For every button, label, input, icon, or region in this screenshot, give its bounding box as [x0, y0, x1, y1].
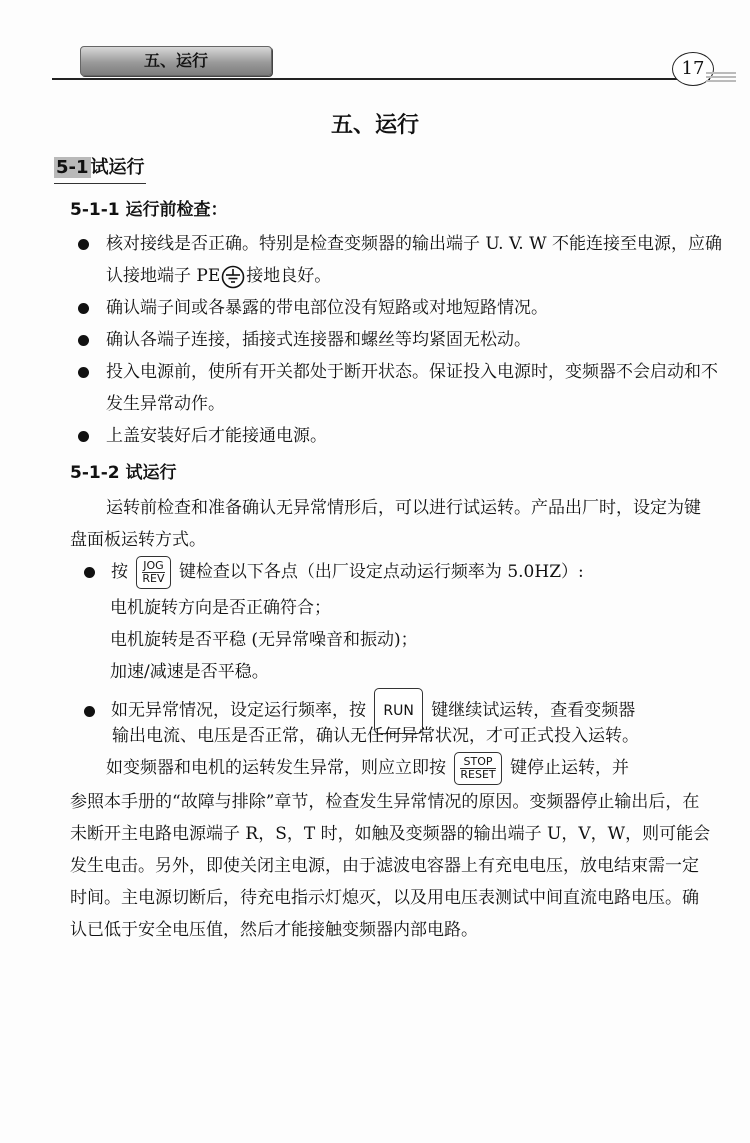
ground-icon — [221, 265, 245, 289]
header-tab: 五、运行 — [80, 46, 272, 76]
stop-reset-key-icon — [454, 752, 501, 785]
list-item-text: 接地良好。 — [246, 266, 332, 286]
run-line-2: 输出电流、电压是否正常，确认无任何异常状况，才可正式投入运转。 — [112, 726, 639, 746]
jog-before-text: 按 — [111, 562, 128, 582]
bullet-dot — [84, 567, 95, 578]
run-before-text: 如无异常情况，设定运行频率，按 — [111, 700, 366, 721]
list-item: 确认各端子连接，插接式连接器和螺丝等均紧固无松动。 — [74, 324, 724, 356]
stop-before-text: 如变频器和电机的运转发生异常，则应立即按 — [106, 758, 446, 778]
list-item: 上盖安装好后才能接通电源。 — [74, 420, 724, 452]
bullet-dot — [84, 706, 95, 717]
check-line: 电机旋转方向是否正确符合； — [110, 598, 331, 618]
list-item-text: 核对接线是否正确。特别是检查变频器的输出端子 U. V. W 不能连接至电源，应确认接地端子 PE — [106, 234, 722, 286]
section-title — [54, 153, 146, 184]
intro-paragraph: 运转前检查和准备确认无异常情形后，可以进行试运转。产品出厂时，设定为键盘面板运转方式。 — [70, 498, 701, 550]
stop-after-text: 键停止运转，并 — [510, 758, 630, 778]
section-number: 5-1 — [56, 157, 89, 178]
check-line: 加速/减速是否平稳。 — [110, 662, 269, 682]
final-paragraph: 参照本手册的“故障与排除”章节，检查发生异常情况的原因。变频器停止输出后，在未断开主电路电源端子 R，S，T 时，如触及变频器的输出端子 U，V，W，则可能会发生电击。另外，即使关闭主电源，由于滤波电容器上有充电电压，放电结束需一定时间。主电源切断后，待充电指示灯熄灭，以及用电压表测试中间直流电路电压。确认已低于安全电压值，然后才能接触变频器内部电路。 — [70, 792, 711, 940]
jog-key-top: JOG — [143, 559, 164, 572]
subsection-title-1: 5-1-1 运行前检查： — [70, 200, 228, 220]
subsection-title-2: 5-1-2 试运行 — [70, 463, 177, 483]
precheck-list — [74, 228, 724, 452]
stop-line — [106, 752, 629, 785]
page-number-decoration — [706, 72, 736, 84]
list-item — [74, 228, 724, 292]
run-key-icon: RUN — [374, 688, 422, 734]
run-after-text: 键继续试运转，查看变频器 — [431, 700, 636, 721]
stop-key-top: STOP — [460, 756, 495, 769]
jog-after-text: 键检查以下各点（出厂设定点动运行频率为 5.0HZ）: — [178, 562, 584, 582]
page-number: 17 — [672, 52, 714, 86]
section-label: 试运行 — [90, 157, 145, 178]
jog-key-bottom: REV — [142, 572, 165, 585]
jog-rev-key-icon — [136, 556, 170, 589]
chapter-title: 五、运行 — [330, 112, 419, 138]
list-item: 投入电源前，使所有开关都处于断开状态。保证投入电源时，变频器不会启动和不发生异常动作。 — [74, 356, 724, 420]
list-item: 确认端子间或各暴露的带电部位没有短路或对地短路情况。 — [74, 292, 724, 324]
stop-key-bottom: RESET — [460, 768, 496, 781]
header-rule — [52, 78, 710, 80]
check-line: 电机旋转是否平稳 (无异常噪音和振动)； — [110, 630, 418, 650]
jog-check-line — [84, 556, 584, 589]
